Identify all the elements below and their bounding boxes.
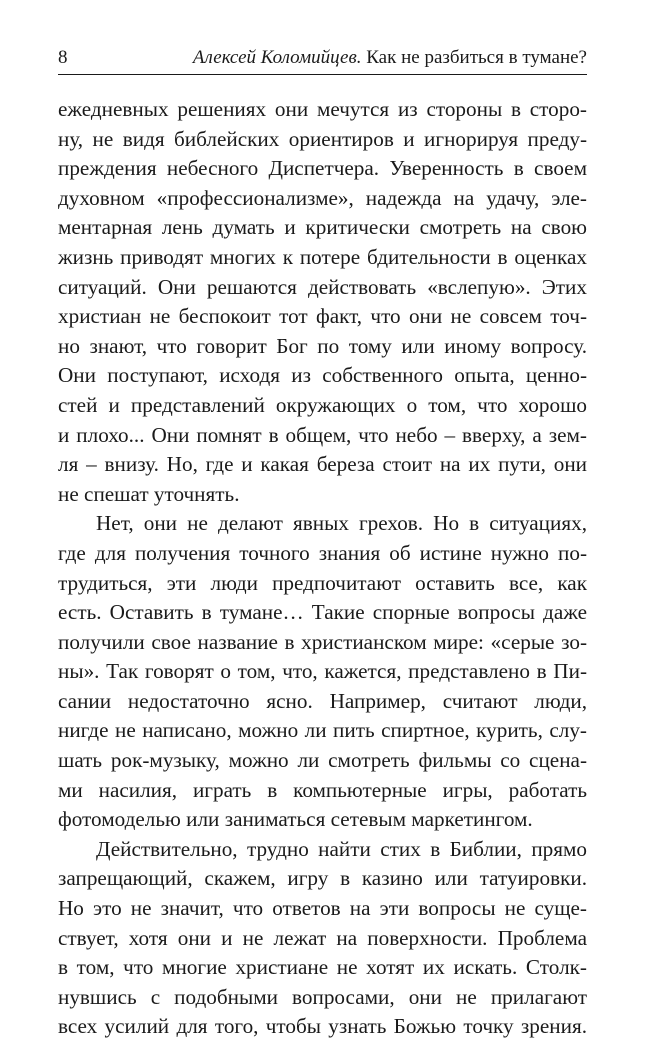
text-line: ствует, хотя они и не лежат на поверхности. Проблема [58,925,587,950]
text-line: не спешат уточнять. [58,481,240,506]
text-line: преждения небесного Диспетчера. Уверенность в своем [58,156,587,181]
text-line: ну, не видя библейских ориентиров и игнорируя преду- [58,126,587,151]
paragraph-2 [58,509,587,835]
text-line: Действительно, трудно найти стих в Библии, прямо [96,836,587,861]
text-line: ми насилия, играть в компьютерные игры, работать [58,777,587,802]
text-line: фотомоделью или заниматься сетевым маркетингом. [58,807,533,832]
page-number: 8 [58,47,68,68]
text-line: в том, что многие христиане не хотят их искать. Столк- [58,955,587,980]
text-line: жизнь приводят многих к потере бдительности в оценках [58,244,587,269]
text-line: но знают, что говорит Бог по тому или иному вопросу. [58,333,587,358]
text-line: стей и представлений окружающих о том, что хорошо [58,392,587,417]
text-line: шать рок-музыку, можно ли смотреть фильмы со сцена- [58,748,587,773]
text-line: Нет, они не делают явных грехов. Но в ситуациях, [96,511,587,536]
text-line: ны». Так говорят о том, что, кажется, представлено в Пи- [58,659,587,684]
text-line: ля – внизу. Но, где и какая береза стоит на их пути, они [58,452,587,477]
running-header [58,46,587,75]
text-line: сании недостаточно ясно. Например, считают люди, [58,688,587,713]
text-line: ежедневных решениях они мечутся из стороны в сторо- [58,97,587,121]
header-title-line [193,46,587,70]
text-line: всех усилий для того, чтобы узнать Божью точку зрения. [58,1014,587,1039]
text-line: Они поступают, исходя из собственного опыта, ценно- [58,363,587,388]
text-line: нувшись с подобными вопросами, они не прилагают [58,984,587,1009]
text-line: христиан не беспокоит тот факт, что они не совсем точ- [58,304,587,329]
text-line: Но это не значит, что ответов на эти вопросы не суще- [58,896,587,921]
header-book-title: Как не разбиться в тумане? [366,47,587,68]
text-line: есть. Оставить в тумане… Такие спорные вопросы даже [58,600,587,625]
text-line: ментарная лень думать и критически смотреть на свою [58,215,587,240]
paragraph-3 [58,835,587,1042]
body-text [58,95,587,1042]
text-line: трудиться, эти люди предпочитают оставить все, как [58,570,587,595]
text-line: где для получения точного знания об истине нужно по- [58,540,587,565]
text-line: ситуаций. Они решаются действовать «вслепую». Этих [58,274,587,299]
header-author: Алексей Коломийцев. [192,47,362,68]
text-line: нигде не написано, можно ли пить спиртное, курить, слу- [58,718,587,743]
text-line: и плохо... Они помнят в общем, что небо – вверху, а зем- [58,422,587,447]
paragraph-1 [58,95,587,509]
text-line: духовном «профессионализме», надежда на удачу, эле- [58,185,587,210]
text-line: получили свое название в христианском мире: «серые зо- [58,629,587,654]
text-line: запрещающий, скажем, игру в казино или татуировки. [58,866,587,891]
